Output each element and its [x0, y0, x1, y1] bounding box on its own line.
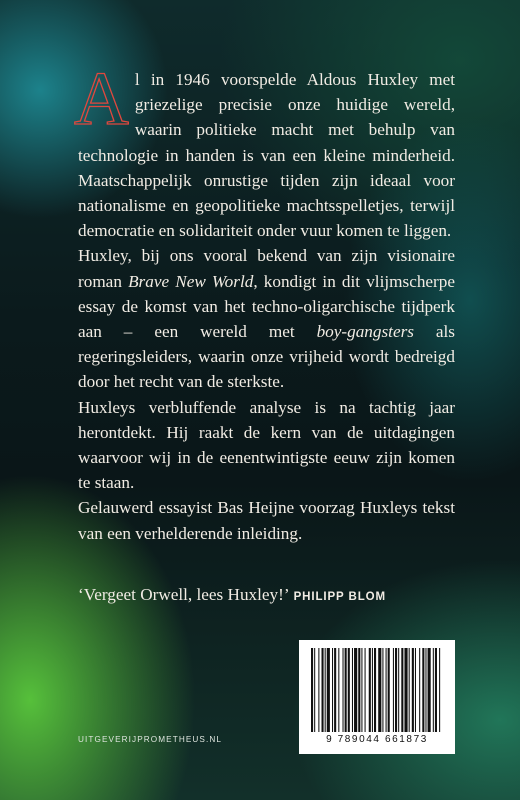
term-boy-gangsters: boy-gangsters — [316, 322, 414, 342]
barcode-bar — [311, 648, 313, 732]
barcode-bar — [395, 648, 397, 732]
blurb-paragraph-1-text: l in 1946 voorspelde Aldous Huxley met griezelige precisie onze huidige wereld, waarin politieke macht met behulp van technologie in handen is van een kleine minderheid. Maatschappelijk onrustige tijden zijn ideaal voor nationalisme en geopolitieke machtsspelletjes, terwijl democratie en solidariteit onder vuur komen te liggen. — [78, 70, 455, 241]
barcode-bar — [338, 648, 339, 732]
barcode-bar — [425, 648, 426, 732]
barcode-bar — [404, 648, 407, 732]
barcode-bar — [412, 648, 414, 732]
barcode-bar — [372, 648, 373, 732]
endorsement-quote — [78, 584, 386, 608]
barcode-bar — [428, 648, 431, 732]
barcode-bar — [415, 648, 416, 732]
barcode-bar — [318, 648, 319, 732]
barcode-bar — [343, 648, 344, 732]
isbn-number: 9 789044 661873 — [326, 734, 428, 745]
blurb-paragraph-2-text-b: , kondigt in dit vlijmscherpe essay de komst van het techno-oligarchische tijdperk aan – een wereld met — [78, 271, 455, 342]
barcode-bar — [345, 648, 347, 732]
barcode-bar — [422, 648, 424, 732]
barcode-bar — [388, 648, 390, 732]
barcode — [299, 640, 455, 754]
barcode-bar — [332, 648, 333, 732]
book-title-brave-new-world: Brave New World — [128, 271, 254, 291]
barcode-bar — [374, 648, 376, 732]
blurb-paragraph-2 — [78, 243, 455, 394]
barcode-bar — [409, 648, 410, 732]
barcode-bar — [361, 648, 362, 732]
barcode-bar — [386, 648, 387, 732]
barcode-bar — [398, 648, 399, 732]
barcode-bar — [433, 648, 434, 732]
barcode-bar — [435, 648, 437, 732]
barcode-bar — [352, 648, 353, 732]
drop-cap: A — [74, 57, 129, 141]
quote-author: PHILIPP BLOM — [293, 591, 386, 603]
blurb-text — [74, 57, 455, 546]
barcode-bar — [401, 648, 403, 732]
barcode-bar — [354, 648, 357, 732]
barcode-bar — [393, 648, 394, 732]
blurb-paragraph-4: Gelauwerd essayist Bas Heijne voorzag Huxleys tekst van een verhelderende inleiding. — [78, 498, 455, 543]
barcode-bar — [419, 648, 420, 732]
barcode-bar — [382, 648, 383, 732]
barcode-bar — [439, 648, 440, 732]
barcode-bar — [369, 648, 371, 732]
blurb-paragraph-1 — [74, 57, 455, 243]
barcode-bar — [327, 648, 330, 732]
barcode-bar — [325, 648, 326, 732]
barcode-bar — [358, 648, 360, 732]
barcode-bar — [348, 648, 350, 732]
barcode-bar — [365, 648, 366, 732]
blurb-paragraph-2-text-a: Huxley, bij ons vooral bekend van zijn visionaire roman — [78, 246, 455, 291]
barcode-bars — [309, 648, 445, 732]
barcode-bar — [314, 648, 315, 732]
blurb-paragraph-3: Huxleys verbluffende analyse is na tachtig jaar herontdekt. Hij raakt de kern van de uitdagingen waarvoor wij in de eenentwintigste eeuw zijn komen te staan. — [78, 397, 455, 493]
barcode-bar — [378, 648, 381, 732]
barcode-bar — [334, 648, 336, 732]
publisher-website: UITGEVERIJPROMETHEUS.NL — [78, 735, 223, 744]
blurb-paragraph-2-text-c: als regeringsleiders, waarin onze vrijheid wordt bedreigd door het recht van de sterkste. — [78, 322, 455, 392]
barcode-bar — [322, 648, 324, 732]
quote-text: ‘Vergeet Orwell, lees Huxley!’ — [78, 585, 290, 604]
